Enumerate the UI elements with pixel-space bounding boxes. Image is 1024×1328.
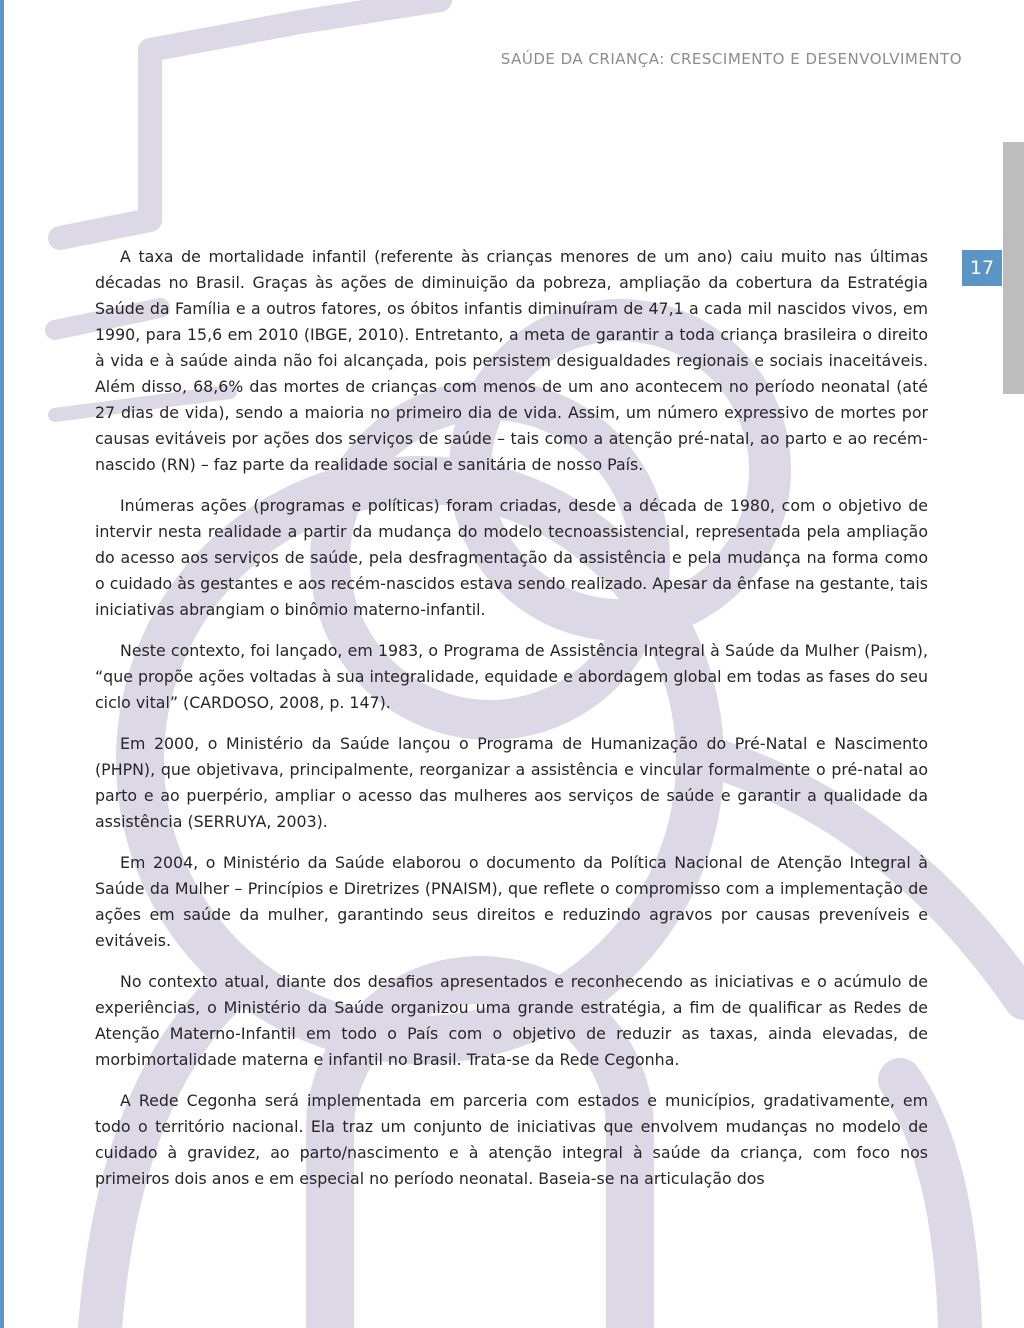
- body-text: [95, 244, 928, 1207]
- bg-frame-left: [60, 180, 150, 238]
- paragraph: Inúmeras ações (programas e políticas) foram criadas, desde a década de 1980, com o objetivo de intervir nesta realidade a partir da mudança do modelo tecnoassistencial, representada pela ampliação do acesso aos serviços de saúde, pela desfragmentação da assistência e pela mudança na forma como o cuidado às gestantes e aos recém-nascidos estava sendo realizado. Apesar da ênfase na gestante, tais iniciativas abrangiam o binômio materno-infantil.: [95, 496, 928, 619]
- paragraph: A taxa de mortalidade infantil (referente às crianças menores de um ano) caiu muito nas últimas décadas no Brasil. Graças às ações de diminuição da pobreza, ampliação da cobertura da Estratégia Saúde da Família e a outros fatores, os óbitos infantis diminuíram de 47,1 a cada mil nascidos vivos, em 1990, para 15,6 em 2010 (IBGE, 2010). Entretanto, a meta de garantir a toda criança brasileira o direito à vida e à saúde ainda não foi alcançada, pois persistem desigualdades regionais e sociais inaceitáveis. Além disso, 68,6% das mortes de crianças com menos de um ano acontecem no período neonatal (até 27 dias de vida), sendo a maioria no primeiro dia de vida. Assim, um número expressivo de mortes por causas evitáveis por ações dos serviços de saúde – tais como a atenção pré-natal, ao parto e ao recém-nascido (RN) – faz parte da realidade social e sanitária de nosso País.: [95, 247, 928, 474]
- page-number: 17: [962, 250, 1002, 286]
- paragraph: Neste contexto, foi lançado, em 1983, o Programa de Assistência Integral à Saúde da Mulher (Paism), “que propõe ações voltadas à sua integralidade, equidade e abordagem global em todas as fases do seu ciclo vital” (CARDOSO, 2008, p. 147).: [95, 641, 928, 712]
- paragraph: No contexto atual, diante dos desafios apresentados e reconhecendo as iniciativas e o acúmulo de experiências, o Ministério da Saúde organizou uma grande estratégia, a fim de qualificar as Redes de Atenção Materno-Infantil em todo o País com o objetivo de reduzir as taxas, ainda elevadas, de morbimortalidade materna e infantil no Brasil. Trata-se da Rede Cegonha.: [95, 972, 928, 1069]
- paragraph: A Rede Cegonha será implementada em parceria com estados e municípios, gradativamente, em todo o território nacional. Ela traz um conjunto de iniciativas que envolvem mudanças no modelo de cuidado à gravidez, ao parto/nascimento e à atenção integral à saúde da criança, com foco nos primeiros dois anos e em especial no período neonatal. Baseia-se na articulação dos: [95, 1091, 928, 1188]
- bg-frame-top: [150, 0, 440, 180]
- running-header: SAÚDE DA CRIANÇA: CRESCIMENTO E DESENVOLVIMENTO: [500, 50, 962, 68]
- side-tab: [1003, 142, 1024, 394]
- paragraph: Em 2000, o Ministério da Saúde lançou o Programa de Humanização do Pré-Natal e Nascimento (PHPN), que objetivava, principalmente, reorganizar a assistência e vincular formalmente o pré-natal ao parto e ao puerpério, ampliar o acesso das mulheres aos serviços de saúde e garantir a qualidade da assistência (SERRUYA, 2003).: [95, 734, 928, 831]
- paragraph: Em 2004, o Ministério da Saúde elaborou o documento da Política Nacional de Atenção Integral à Saúde da Mulher – Princípios e Diretrizes (PNAISM), que reflete o compromisso com a implementação de ações em saúde da mulher, garantindo seus direitos e reduzindo agravos por causas preveníveis e evitáveis.: [95, 853, 928, 950]
